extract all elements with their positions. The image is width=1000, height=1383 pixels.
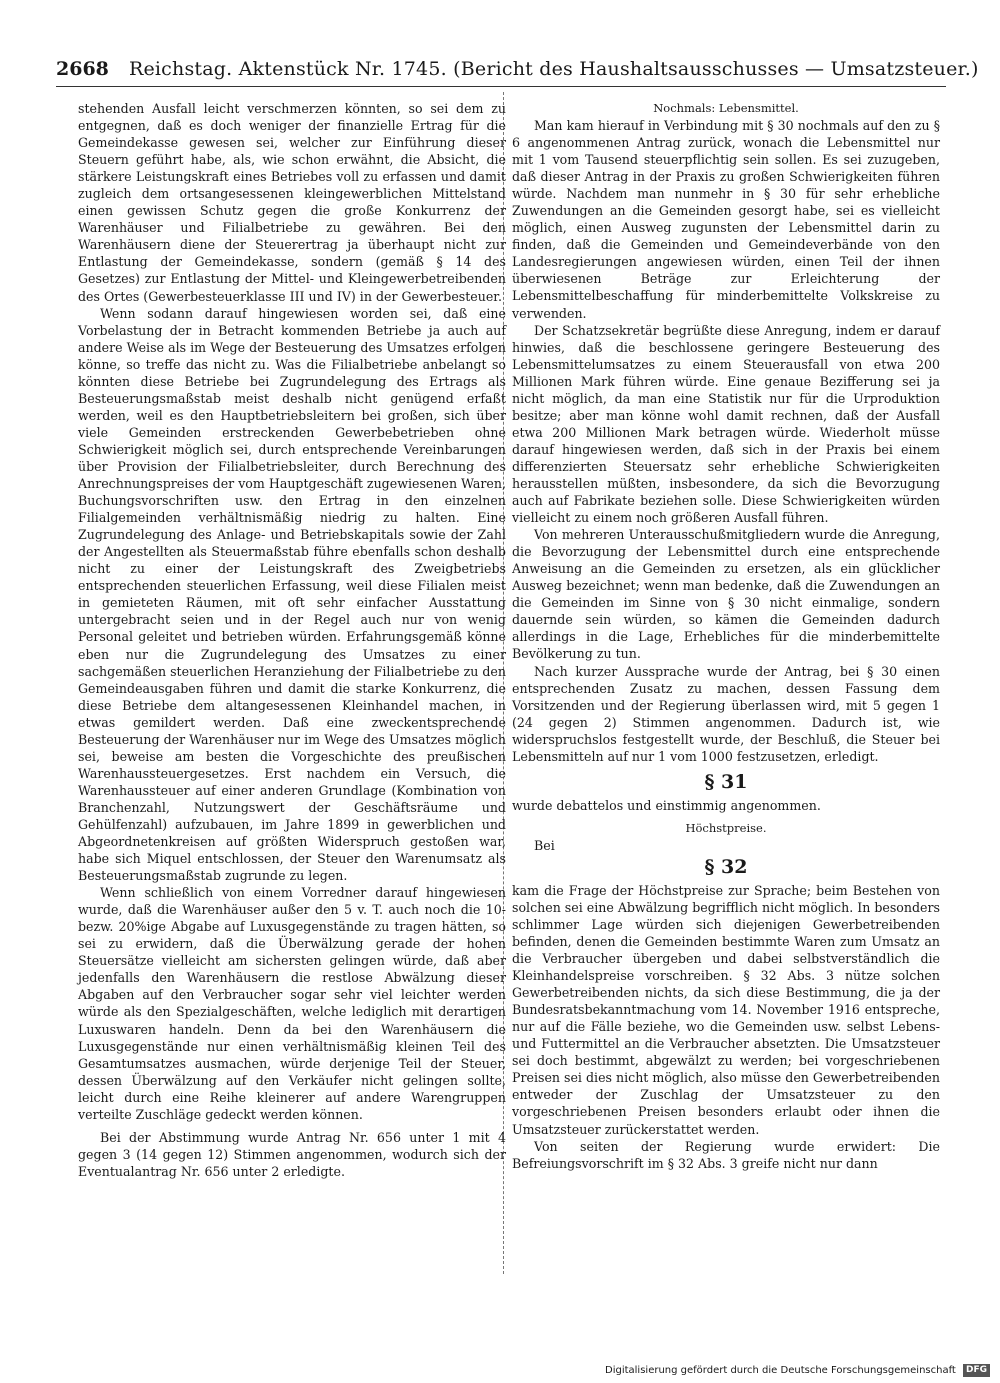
page-number: 2668 bbox=[56, 58, 109, 80]
paragraph: Der Schatzsekretär begrüßte diese Anregung, indem er darauf hinwies, daß die beschlossene geringere Besteuerung des Lebensmittelumsatzes zu einem Steuerausfall von etwa 200 Millionen Mark führen würde. Eine genaue Bezifferung sei ja nicht möglich, da man eine Statistik nur für die Urproduktion besitze; aber man könne wohl damit rechnen, daß der Ausfall etwa 200 Millionen Mark betragen würde. Wiederholt müsse darauf hingewiesen werden, daß sich in der Praxis bei einem differenzierten Steuersatz sehr erhebliche Schwierigkeiten herausstellen müßten, insbesondere, da sich die Bevorzugung auch auf Fabrikate beziehen solle. Diese Schwierigkeiten würden vielleicht zu einem noch größeren Ausfall führen. bbox=[512, 322, 940, 526]
paragraph: Bei bbox=[534, 837, 555, 853]
right-column bbox=[512, 100, 940, 1172]
paragraph: kam die Frage der Höchstpreise zur Sprache; beim Bestehen von solchen sei eine Abwälzung begrifflich nicht möglich. In besonders schlimmer Lage würden sich diejenigen Gewerbetreibenden befinden, denen die Gemeinden bestimmte Waren zum Umsatz an die Verbraucher übergeben und dabei selbstverständlich die Kleinhandelspreise vorschreiben. § 32 Abs. 3 nütze solchen Gewerbetreibenden nichts, da sich diese Bestimmung, die ja der Bundesratsbekanntmachung vom 14. November 1916 entspreche, nur auf die Fälle beziehe, wo die Gemeinden usw. selbst Lebens- und Futtermittel an die Verbraucher absetzten. Die Umsatzsteuer sei doch bestimmt, abgewälzt zu werden; bei vorgeschriebenen Preisen sei dies nicht möglich, also müsse den Gewerbetreibenden entweder der Zuschlag der Umsatzsteuer zu den vorgeschriebenen Preisen besonders erlaubt oder ihnen die Umsatzsteuer zurückerstattet werden. bbox=[512, 882, 940, 1137]
paragraph: Von seiten der Regierung wurde erwidert: Die Befreiungsvorschrift im § 32 Abs. 3 greife nicht nur dann bbox=[512, 1138, 940, 1171]
paragraph: stehenden Ausfall leicht verschmerzen könnten, so sei dem zu entgegnen, daß es doch weniger der finanzielle Ertrag für die Gemeindekasse gewesen sei, welcher zur Einführung dieser Steuern geführt habe, als, wie schon erwähnt, die Absicht, die stärkere Leistungskraft eines Betriebes voll zu erfassen und damit zugleich dem ortsangesessenen kleingewerblichen Mittelstand einen gewissen Schutz gegen die große Konkurrenz der Warenhäuser und Filialbetriebe zu gewähren. Bei den Warenhäusern diene der Steuerertrag ja überhaupt nicht zur Entlastung der Gemeindekasse, sondern (gemäß § 14 des Gesetzes) zur Entlastung der Mittel- und Kleingewerbetreibenden des Ortes (Gewerbesteuerklasse III und IV) in der Gewerbesteuer. bbox=[78, 101, 506, 304]
page-header bbox=[56, 56, 979, 82]
running-title: Reichstag. Aktenstück Nr. 1745. (Bericht des Haushaltsausschusses — Umsatzsteuer.) bbox=[128, 58, 979, 80]
section-heading-32: § 32 bbox=[704, 855, 748, 878]
paragraph: Wenn sodann darauf hingewiesen worden sei, daß eine Vorbelastung der in Betracht kommenden Betriebe ja auch auf andere Weise als im Wege der Besteuerung des Umsatzes erfolgen könne, so treffe das nicht zu. Was die Filialbetriebe anbelangt so könnten diese Betriebe bei Zugrundelegung des Ertrags als Besteuerungsmaßstab meist deshalb nicht genügend erfaßt werden, weil es den Hauptbetriebsleitern bei großen, sich über viele Gemeinden erstreckenden Gewerbebetrieben ohne Schwierigkeit möglich sei, durch entsprechende Vereinbarungen über Provision der Filialbetriebsleiter, durch Berechnung des Anrechnungspreises der vom Hauptgeschäft zugewiesenen Waren, Buchungsvorschriften usw. den Ertrag in den einzelnen Filialgemeinden verhältnismäßig niedrig zu halten. Eine Zugrundelegung des Anlage- und Betriebskapitals sowie der Zahl der Angestellten als Steuermaßstab führe ebenfalls schon deshalb nicht zu einer der Leistungskraft des Zweigbetriebs entsprechenden steuerlichen Erfassung, weil diese Filialen meist in gemieteten Räumen, mit oft sehr einfacher Ausstattung untergebracht seien und in der Regel auch nur von wenig Personal geleitet und betrieben würden. Erfahrungsgemäß könne eben nur die Zugrundelegung des Umsatzes zu einer sachgemäßen steuerlichen Heranziehung der Filialbetriebe zu den Gemeindeausgaben führen und damit die starke Konkurrenz, die diese Betriebe dem altangesessenen Kleinhandel machen, in etwas gemildert werden. Daß eine zweckentsprechende Besteuerung der Warenhäuser nur im Wege des Umsatzes möglich sei, beweise am besten die Vorgeschichte des preußischen Warenhaussteuergesetzes. Erst nachdem ein Versuch, die Warenhaussteuer auf einer anderen Grundlage (Kombination von Branchenzahl, Nutzungswert der Geschäftsräume und Gehülfenzahl) aufzubauen, im Jahre 1899 in gewerblichen und Abgeordnetenkreisen auf größten Widerspruch gestoßen war, habe sich Miquel entschlossen, der Steuer den Warenumsatz als Besteuerungsmaßstab zugrunde zu legen. bbox=[78, 305, 506, 884]
paragraph: Man kam hierauf in Verbindung mit § 30 nochmals auf den zu § 6 angenommenen Antrag zurück, wonach die Lebensmittel nur mit 1 vom Tausend steuerpflichtig sein sollen. Es sei zuzugeben, daß dieser Antrag in der Praxis zu großen Schwierigkeiten führen würde. Nachdem man nunmehr in § 30 für sehr erhebliche Zuwendungen an die Gemeinden gesorgt habe, sei es vielleicht möglich, einen Ausweg zugunsten der Lebensmittel darin zu finden, daß die Gemeinden und Gemeindeverbände von den Landesregierungen angewiesen würden, einen Teil der ihnen überwiesenen Beträge zur Erleichterung der Lebensmittelbeschaffung für minderbemittelte Volkskreise zu verwenden. bbox=[512, 118, 940, 321]
paragraph: Nach kurzer Aussprache wurde der Antrag, bei § 30 einen entsprechenden Zusatz zu machen, dessen Fassung dem Vorsitzenden und der Regierung überlassen wird, mit 5 gegen 1 (24 gegen 2) Stimmen angenommen. Dadurch ist, wie widerspruchslos festgestellt wurde, der Beschluß, die Steuer bei Lebensmitteln auf nur 1 vom 1000 festzusetzen, erledigt. bbox=[512, 663, 940, 764]
footer-text: Digitalisierung gefördert durch die Deutsche Forschungsgemeinschaft bbox=[605, 1365, 956, 1376]
paragraph: wurde debattelos und einstimmig angenommen. bbox=[512, 797, 821, 813]
subheading-hoechstpreise: Höchstpreise. bbox=[685, 820, 767, 835]
paragraph: Von mehreren Unterausschußmitgliedern wurde die Anregung, die Bevorzugung der Lebensmittel durch eine entsprechende Anweisung an die Gemeinden zu ersetzen, als ein glücklicher Ausweg bezeichnet; wenn man bedenke, daß die Zuwendungen an die Gemeinden im Sinne von § 30 nicht einmalige, sondern dauernde sein würden, so kämen die Gemeinden dadurch allerdings in die Lage, Erhebliches für die minderbemittelte Bevölkerung zu tun. bbox=[512, 527, 940, 662]
section-heading-31: § 31 bbox=[704, 770, 748, 793]
header-rule bbox=[56, 86, 946, 87]
paragraph: Bei der Abstimmung wurde Antrag Nr. 656 unter 1 mit 4 gegen 3 (14 gegen 12) Stimmen angenommen, wodurch sich der Eventualantrag Nr. 656 unter 2 erledigte. bbox=[78, 1129, 506, 1179]
digitization-footer bbox=[605, 1363, 988, 1379]
paragraph: Wenn schließlich von einem Vorredner darauf hingewiesen wurde, daß die Warenhäuser außer den 5 v. T. auch noch die 10- bezw. 20%ige Abgabe auf Luxusgegenstände zu tragen hätten, so sei zu erwidern, daß die Überwälzung gerade der hohen Steuersätze vielleicht am sichersten gelingen würde, daß aber jedenfalls den Warenhäusern die restlose Abwälzung dieser Abgaben auf den Verbraucher sogar sehr viel leichter werden würde als den Spezialgeschäften, welche lediglich mit derartigen Luxuswaren handeln. Denn da bei den Warenhäusern die Luxusgegenstände nur einen verhältnismäßig kleinen Teil des Gesamtumsatzes ausmachen, würde derjenige Teil der Steuer, dessen Überwälzung auf den Verkäufer nicht gelingen sollte, leicht durch eine Reihe kleinerer auf andere Warengruppen verteilte Zuschläge gedeckt werden können. bbox=[78, 885, 506, 1122]
subheading-lebensmittel: Nochmals: Lebensmittel. bbox=[653, 101, 799, 115]
dfg-logo: DFG bbox=[963, 1364, 990, 1377]
left-column bbox=[78, 100, 506, 1180]
